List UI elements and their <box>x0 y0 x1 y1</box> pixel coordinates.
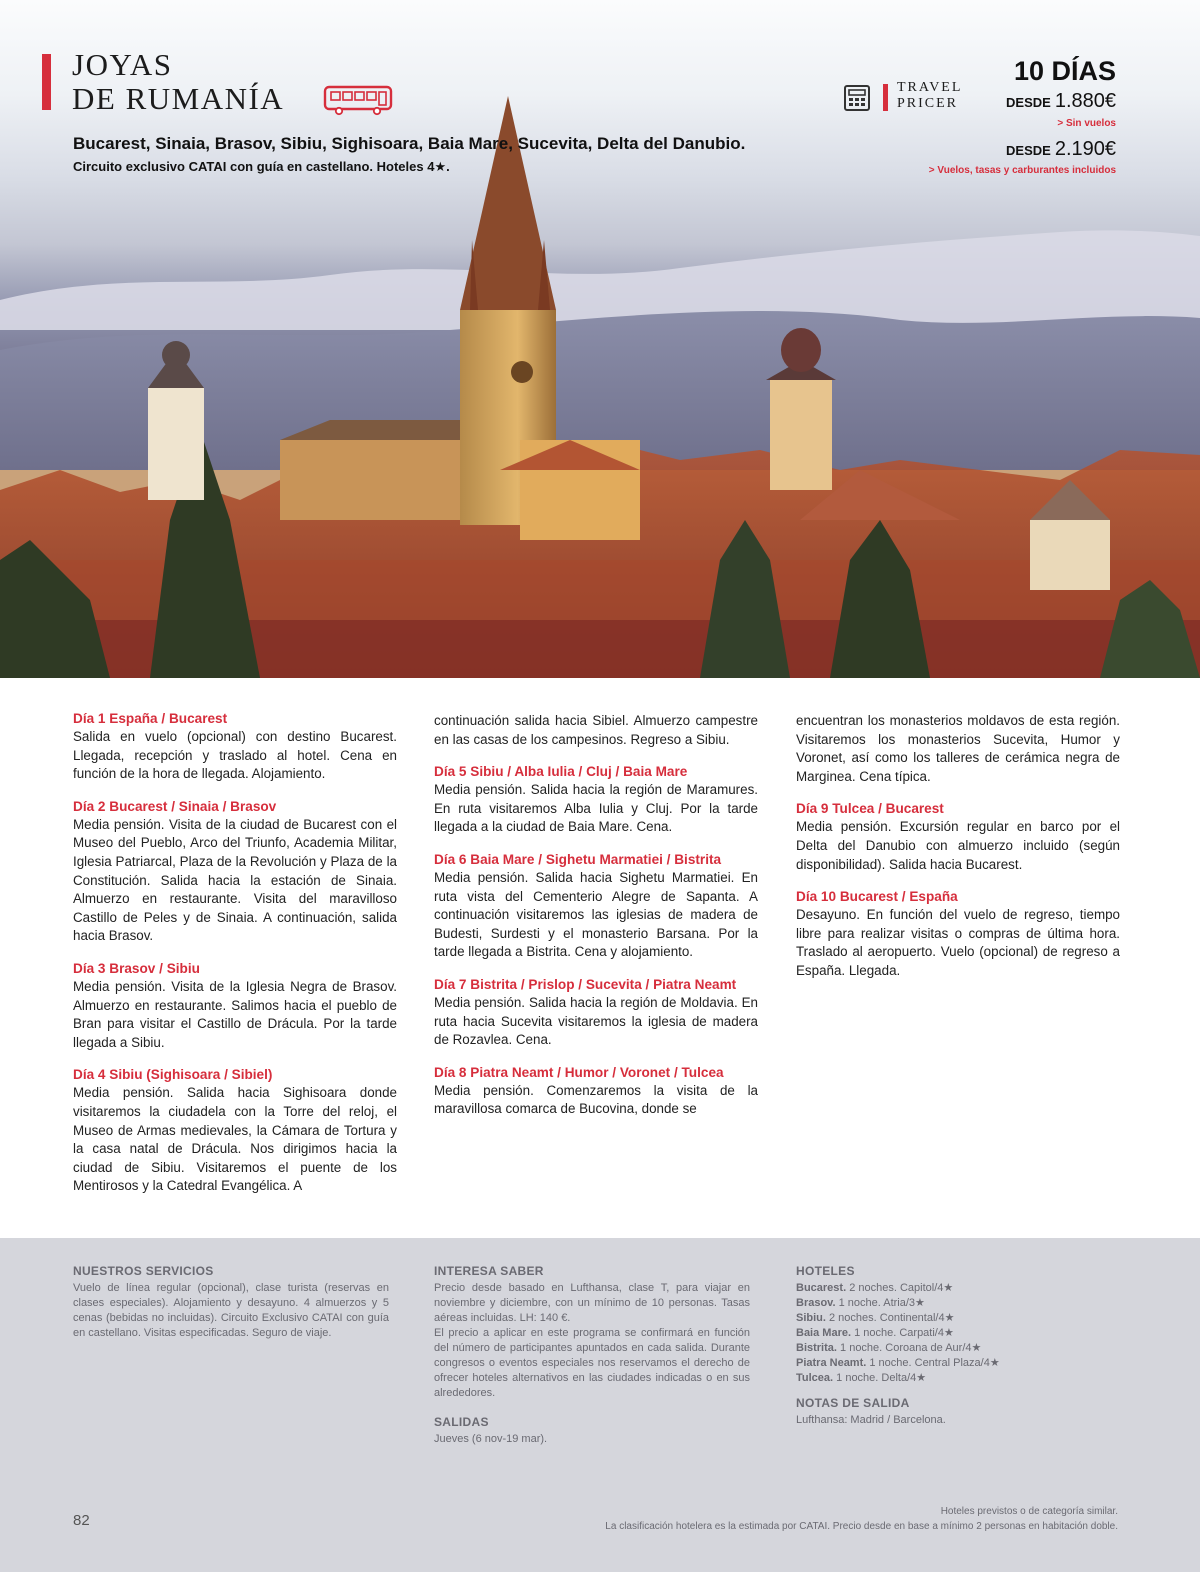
day-description: Media pensión. Salida hacia la región de Maramures. En ruta visitaremos Alba Iulia y Cluj. Por la tarde llegada a la ciudad de Baia Mare. Cena. <box>434 782 758 835</box>
hotel-detail: 1 noche. Central Plaza/4★ <box>866 1357 1000 1369</box>
day-description: Media pensión. Comenzaremos la visita de la maravillosa comarca de Bucovina, donde se <box>434 1082 758 1117</box>
day-title: Día 4 Sibiu (Sighisoara / Sibiel) <box>73 1067 273 1083</box>
bus-icon <box>322 84 394 116</box>
hotel-city: Bistrita. <box>796 1342 837 1354</box>
info-box <box>0 1238 1200 1572</box>
section-text: Lufthansa: Madrid / Barcelona. <box>796 1414 946 1426</box>
section-text: El precio a aplicar en este programa se confirmará en función del número de participantes apuntados en cada salida. Durante congresos o eventos especiales nos reservamos el derecho de ofrecer hoteles alternativos en las ciudades indicadas o en sus alrededores. <box>434 1327 750 1399</box>
day-title: Día 3 Brasov / Sibiu <box>73 960 200 976</box>
day-description: Media pensión. Salida hacia Sighetu Marmatiei. En ruta vista del Cementerio Alegre de Sapanta. A continuación visitaremos las iglesias de madera de Budesti, Surdesti y el monasterio Barsana. Por la tarde llegada a Bistrita. Cena y alojamiento. <box>434 869 758 960</box>
day-title: Día 9 Tulcea / Bucarest <box>796 801 944 817</box>
page-number: 82 <box>73 1512 90 1529</box>
hotel-item <box>796 1326 1112 1341</box>
hotel-detail: 2 noches. Capitol/4★ <box>846 1282 954 1294</box>
circuit-description: Circuito exclusivo CATAI con guía en castellano. Hoteles 4★. <box>73 159 450 174</box>
section-title: NUESTROS SERVICIOS <box>73 1264 214 1278</box>
day-description: Media pensión. Excursión regular en barco por el Delta del Danubio con almuerzo incluido (según disponibilidad). Salida hacia Bucarest. <box>796 819 1120 872</box>
day-description: Media pensión. Salida hacia la región de Moldavia. En ruta hacia Sucevita visitaremos la iglesia de madera de Rozavlea. Cena. <box>434 994 758 1048</box>
hotel-city: Brasov. <box>796 1297 836 1309</box>
day-description: Desayuno. En función del vuelo de regreso, tiempo libre para realizar visitas o compras de última hora. Traslado al aeropuerto. Vuelo (opcional) de regreso a España. Llegada. <box>796 907 1120 978</box>
day-title: Día 5 Sibiu / Alba Iulia / Cluj / Baia Mare <box>434 764 688 780</box>
title-line-2: DE RUMANÍA <box>72 81 285 116</box>
section-text: Vuelo de línea regular (opcional), clase turista (reservas en clases especiales). Alojamiento y desayuno. 4 almuerzos y 5 cenas (bebidas no incluidas). Circuito Exclusivo CATAI con guía en castellano. Visitas especificadas. Seguro de viaje. <box>73 1282 389 1339</box>
travel-pricer-logo <box>897 80 962 112</box>
day-description-continued: continuación salida hacia Sibiel. Almuerzo campestre en las casas de los campesinos. Regreso a Sibiu. <box>434 713 758 747</box>
hotel-detail: 1 noche. Coroana de Aur/4★ <box>836 1342 982 1354</box>
hotel-item <box>796 1311 1112 1326</box>
day-title: Día 7 Bistrita / Prislop / Sucevita / Piatra Neamt <box>434 976 737 992</box>
day-title: Día 2 Bucarest / Sinaia / Brasov <box>73 798 277 814</box>
price-value: 2.190€ <box>1054 138 1116 160</box>
travel-pricer-accent-bar <box>883 84 888 111</box>
section-title: NOTAS DE SALIDA <box>796 1396 910 1410</box>
travel-pricer-line-2: PRICER <box>897 96 959 111</box>
hotel-detail: 2 noches. Continental/4★ <box>825 1312 955 1324</box>
trip-duration: 10 DÍAS <box>1013 56 1116 86</box>
route-subtitle: Bucarest, Sinaia, Brasov, Sibiu, Sighisoara, Baia Mare, Sucevita, Delta del Danubio. <box>73 134 746 153</box>
hotel-item <box>796 1281 1112 1296</box>
price-label: DESDE <box>1006 143 1051 158</box>
price-with-flights <box>1006 138 1116 161</box>
section-text: Jueves (6 nov-19 mar). <box>434 1433 548 1445</box>
hotel-city: Piatra Neamt. <box>796 1357 867 1369</box>
hotel-list <box>796 1281 1112 1386</box>
itinerary-column-3 <box>796 710 1120 995</box>
title-line-1: JOYAS <box>72 47 173 82</box>
day-title: Día 6 Baia Mare / Sighetu Marmatiei / Bistrita <box>434 851 722 867</box>
day-title: Día 8 Piatra Neamt / Humor / Voronet / Tulcea <box>434 1064 724 1080</box>
section-title: INTERESA SABER <box>434 1264 544 1278</box>
day-description: Salida en vuelo (opcional) con destino Bucarest. Llegada, recepción y traslado al hotel. Cena en función de la hora de llegada. Alojamiento. <box>73 729 397 782</box>
hotel-detail: 1 noche. Delta/4★ <box>833 1372 927 1384</box>
day-description-continued: encuentran los monasterios moldavos de esta región. Visitaremos los monasterios Sucevita, Humor y Voronet, así como los talleres de cerámica negra de Marginea. Cena típica. <box>796 713 1120 784</box>
hotel-detail: 1 noche. Carpati/4★ <box>851 1327 954 1339</box>
price-label: DESDE <box>1006 95 1051 110</box>
price-note-with-flights: > Vuelos, tasas y carburantes incluidos <box>928 165 1116 176</box>
price-value: 1.880€ <box>1054 90 1116 112</box>
hotels-section <box>796 1264 1112 1442</box>
day-description: Media pensión. Visita de la Iglesia Negra de Brasov. Almuerzo en restaurante. Salimos hacia el pueblo de Bran para visitar el Castillo de Drácula. Por la tarde llegada a Sibiu. <box>73 978 397 1050</box>
section-title: SALIDAS <box>434 1415 489 1429</box>
footer-note-1: Hoteles previstos o de categoría similar. <box>940 1506 1118 1517</box>
page-title <box>72 48 284 116</box>
hotel-city: Baia Mare. <box>796 1327 852 1339</box>
day-description: Media pensión. Visita de la ciudad de Bucarest con el Museo del Pueblo, Arco del Triunfo, Academia Militar, Iglesia Patriarcal, Plaza de la Revolución y Plaza de la Constitución. Salida hacia la estación de Sinaia. Almuerzo en restaurante. Visita del maravilloso Castillo de Peles y de Sinaia. A continuación, salida hacia Brasov. <box>73 816 397 944</box>
hotel-city: Sibiu. <box>796 1312 826 1324</box>
day-title: Día 1 España / Bucarest <box>73 711 228 726</box>
footer-note-2: La clasificación hotelera es la estimada por CATAI. Precio desde en base a mínimo 2 personas en habitación doble. <box>605 1521 1118 1532</box>
hotel-item <box>796 1341 1112 1356</box>
hero-photo <box>0 0 1200 678</box>
title-accent-bar <box>42 54 51 110</box>
hotel-city: Tulcea. <box>796 1372 834 1384</box>
price-note-without-flights: > Sin vuelos <box>1057 118 1116 129</box>
price-without-flights <box>1006 90 1116 113</box>
itinerary-column-2 <box>434 710 758 1133</box>
good-to-know-section <box>434 1264 750 1461</box>
hotel-item <box>796 1356 1112 1371</box>
travel-pricer-line-1: TRAVEL <box>897 80 963 95</box>
section-text: Precio desde basado en Lufthansa, clase T, para viajar en noviembre y diciembre, con un mínimo de 10 personas. Tasas aéreas incluidas. LH: 140 €. <box>434 1282 750 1324</box>
hotel-item <box>796 1296 1112 1311</box>
hotel-item <box>796 1371 1112 1386</box>
section-title: HOTELES <box>796 1264 855 1278</box>
day-description: Media pensión. Salida hacia Sighisoara donde visitaremos la ciudadela con la Torre del reloj, el Museo de Armas medievales, la Cámara de Tortura y la casa natal de Drácula. Nos dirigimos hacia la ciudad de Sibiu. Visitaremos el puente de los Mentirosos y la Catedral Evangélica. A <box>73 1085 397 1194</box>
day-title: Día 10 Bucarest / España <box>796 889 958 905</box>
hotel-detail: 1 noche. Atria/3★ <box>835 1297 925 1309</box>
itinerary-column-1 <box>73 710 397 1210</box>
hotel-city: Bucarest. <box>796 1282 847 1294</box>
services-section <box>73 1264 389 1355</box>
calculator-icon <box>843 84 871 112</box>
